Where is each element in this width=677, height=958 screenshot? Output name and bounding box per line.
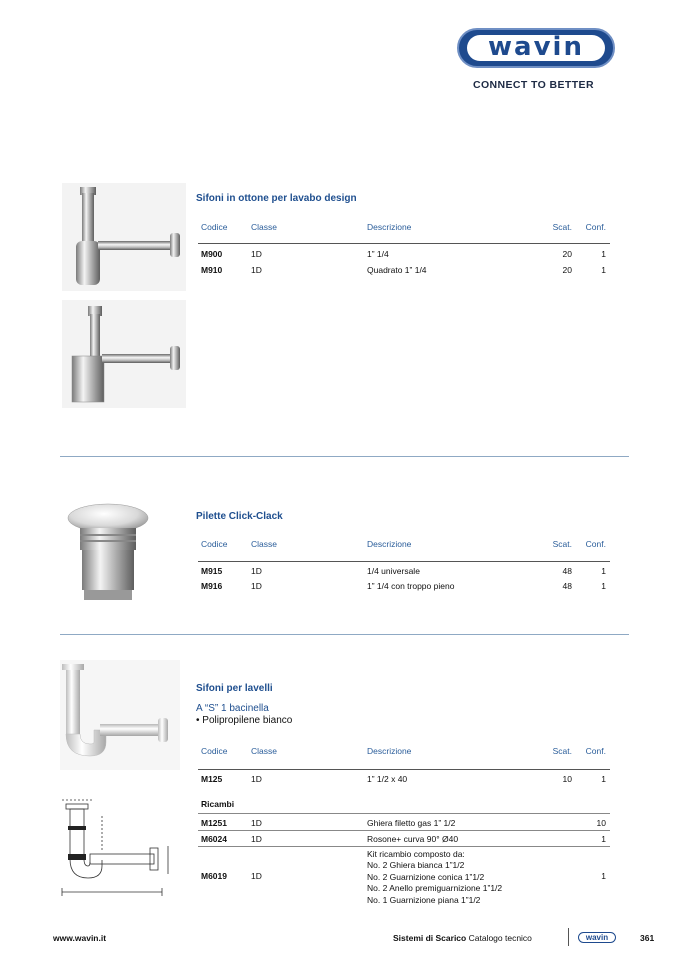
- brass-siphon-image: [62, 183, 186, 291]
- col-scat: Scat.: [552, 539, 572, 549]
- table-row-scat: 48: [562, 581, 572, 591]
- table-row-codice: M910: [201, 265, 223, 275]
- logo-text: wavin: [488, 31, 584, 62]
- ricambi-rule: [198, 846, 610, 847]
- col-conf: Conf.: [585, 539, 606, 549]
- sink-siphon-image: [60, 660, 180, 770]
- footer-catalog: [393, 933, 532, 943]
- technical-drawing-image: [58, 796, 176, 904]
- table-row-descrizione: 1” 1/2 x 40: [367, 774, 408, 784]
- kit-line: No. 2 Anello premiguarnizione 1”1/2: [367, 883, 503, 894]
- ricambi-rule: [198, 830, 610, 831]
- col-scat: Scat.: [552, 746, 572, 756]
- ricambi-rule: [198, 813, 610, 814]
- footer-catalog-bold: Sistemi di Scarico: [393, 933, 467, 943]
- kit-description: [367, 849, 502, 906]
- table-row-scat: 20: [562, 249, 572, 259]
- ricambi-row-descrizione: Rosone+ curva 90° Ø40: [367, 834, 459, 844]
- table-row-scat: 48: [562, 566, 572, 576]
- kit-line: Kit ricambio composto da:: [367, 849, 465, 859]
- col-classe: Classe: [251, 222, 277, 232]
- ricambi-row-classe: 1D: [251, 834, 262, 844]
- footer-catalog-rest: Catalogo tecnico: [466, 933, 532, 943]
- col-descrizione: Descrizione: [367, 222, 412, 232]
- col-descrizione: Descrizione: [367, 539, 412, 549]
- header-rule: [198, 561, 610, 562]
- section3-subtitle: A “S” 1 bacinella: [196, 703, 269, 714]
- table-row-descrizione: 1/4 universale: [367, 566, 420, 576]
- tagline: CONNECT TO BETTER: [473, 79, 594, 91]
- section-divider: [60, 456, 629, 457]
- table-row-codice: M900: [201, 249, 223, 259]
- square-siphon-image: [62, 300, 186, 408]
- table-row-classe: 1D: [251, 249, 262, 259]
- col-classe: Classe: [251, 746, 277, 756]
- kit-codice: M6019: [201, 871, 227, 881]
- kit-line: No. 2 Guarnizione conica 1”1/2: [367, 871, 485, 882]
- table-row-scat: 10: [562, 774, 572, 784]
- footer-website: www.wavin.it: [53, 933, 107, 943]
- section3-bullet: • Polipropilene bianco: [196, 715, 293, 726]
- col-codice: Codice: [201, 222, 228, 232]
- col-classe: Classe: [251, 539, 277, 549]
- col-conf: Conf.: [585, 222, 606, 232]
- table-row-conf: 1: [601, 249, 606, 259]
- table-row-conf: 1: [601, 774, 606, 784]
- header-rule: [198, 243, 610, 244]
- table-row-descrizione: 1” 1/4 con troppo pieno: [367, 581, 455, 591]
- col-descrizione: Descrizione: [367, 746, 412, 756]
- click-clack-drain-image: [62, 496, 152, 606]
- col-scat: Scat.: [552, 222, 572, 232]
- table-row-classe: 1D: [251, 581, 262, 591]
- table-row-classe: 1D: [251, 265, 262, 275]
- section3-title: Sifoni per lavelli: [196, 683, 273, 694]
- table-row-codice: M125: [201, 774, 223, 784]
- table-row-scat: 20: [562, 265, 572, 275]
- wavin-logo: [457, 28, 615, 68]
- kit-line: No. 1 Guarnizione piana 1”1/2: [367, 894, 481, 905]
- footer-wavin-logo: [578, 932, 616, 943]
- table-row-descrizione: 1” 1/4: [367, 249, 389, 259]
- page-number: 361: [640, 933, 655, 943]
- kit-conf: 1: [601, 871, 606, 881]
- header-rule: [198, 769, 610, 770]
- ricambi-row-classe: 1D: [251, 818, 262, 828]
- ricambi-row-codice: M1251: [201, 818, 227, 828]
- table-row-conf: 1: [601, 566, 606, 576]
- ricambi-row-descrizione: Ghiera filetto gas 1” 1/2: [367, 818, 456, 828]
- ricambi-row-codice: M6024: [201, 834, 227, 844]
- section1-title: Sifoni in ottone per lavabo design: [196, 193, 357, 204]
- footer-logo-text: wavin: [585, 932, 609, 942]
- kit-classe: 1D: [251, 871, 262, 881]
- table-row-codice: M915: [201, 566, 223, 576]
- col-codice: Codice: [201, 746, 228, 756]
- col-conf: Conf.: [585, 746, 606, 756]
- ricambi-row-conf: 1: [601, 834, 606, 844]
- footer-separator: [568, 928, 569, 946]
- table-row-classe: 1D: [251, 774, 262, 784]
- ricambi-row-conf: 10: [596, 818, 606, 828]
- kit-line: No. 2 Ghiera bianca 1”1/2: [367, 860, 465, 871]
- section2-title: Pilette Click-Clack: [196, 511, 283, 522]
- table-row-classe: 1D: [251, 566, 262, 576]
- section-divider: [60, 634, 629, 635]
- table-row-descrizione: Quadrato 1” 1/4: [367, 265, 427, 275]
- table-row-conf: 1: [601, 581, 606, 591]
- col-codice: Codice: [201, 539, 228, 549]
- table-row-conf: 1: [601, 265, 606, 275]
- ricambi-label: Ricambi: [201, 799, 235, 809]
- table-row-codice: M916: [201, 581, 223, 591]
